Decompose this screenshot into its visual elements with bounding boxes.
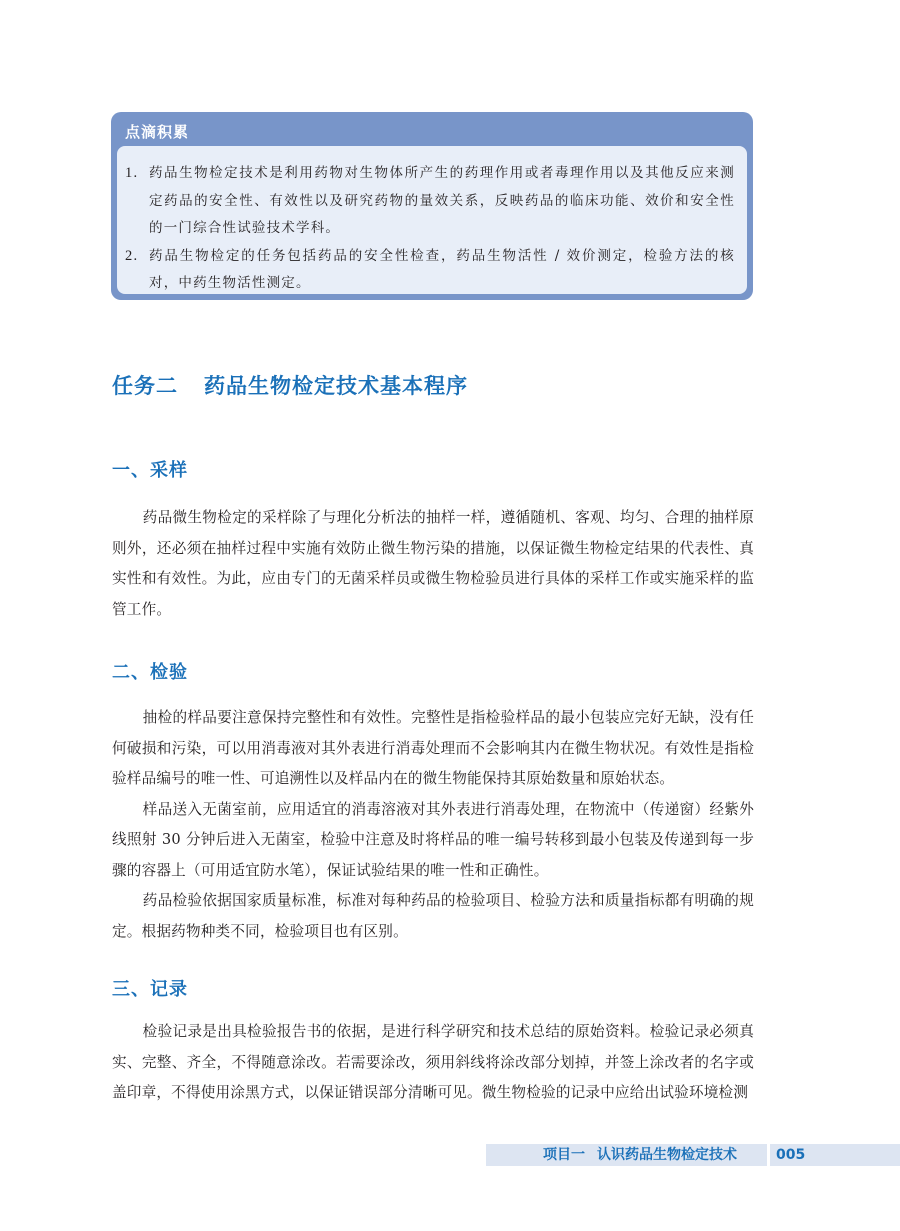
page-number: 005 [776,1147,806,1163]
task-label: 任务二 [112,374,178,398]
section-heading-records: 三、记录 [112,979,188,1000]
tip-item-text: 药品生物检定技术是利用药物对生物体所产生的药理作用或者毒理作用以及其他反应来测定药品的安全性、有效性以及研究药物的量效关系，反映药品的临床功能、效价和安全性的一门综合性试验技术学科。 [149,165,735,236]
paragraph: 检验记录是出具检验报告书的依据，是进行科学研究和技术总结的原始资料。检验记录必须真实、完整、齐全，不得随意涂改。若需要涂改，须用斜线将涂改部分划掉，并签上涂改者的名字或盖印章，不得使用涂黑方式，以保证错误部分清晰可见。微生物检验的记录中应给出试验环境检测 [112,1023,754,1101]
tip-item [125,243,735,298]
task-heading [112,370,468,400]
section-heading-inspection: 二、检验 [112,662,188,683]
tip-item-number: 1. [125,165,139,181]
tip-box-title: 点滴积累 [125,123,190,141]
paragraph: 药品检验依据国家质量标准，标准对每种药品的检验项目、检验方法和质量指标都有明确的规定。根据药物种类不同，检验项目也有区别。 [112,892,754,940]
section-body-records [112,1017,754,1109]
paragraph: 抽检的样品要注意保持完整性和有效性。完整性是指检验样品的最小包装应完好无缺，没有任何破损和污染，可以用消毒液对其外表进行消毒处理而不会影响其内在微生物状况。有效性是指检验样品编号的唯一性、可追溯性以及样品内在的微生物能保持其原始数量和原始状态。 [112,709,754,787]
section-body-sampling [112,503,754,625]
footer-running-title [543,1144,737,1166]
tip-box [111,112,753,300]
section-body-inspection [112,703,754,947]
tip-box-content [117,146,747,294]
tip-item [125,160,735,243]
footer-project-title: 认识药品生物检定技术 [597,1147,737,1163]
tip-item-number: 2. [125,247,139,264]
footer-project-label: 项目一 [543,1147,585,1163]
tip-item-text: 药品生物检定的任务包括药品的安全性检查，药品生物活性 / 效价测定，检验方法的核对，中药生物活性测定。 [149,247,735,291]
paragraph: 药品微生物检定的采样除了与理化分析法的抽样一样，遵循随机、客观、均匀、合理的抽样原则外，还必须在抽样过程中实施有效防止微生物污染的措施，以保证微生物检定结果的代表性、真实性和有效性。为此，应由专门的无菌采样员或微生物检验员进行具体的采样工作或实施采样的监管工作。 [112,509,754,618]
task-title: 药品生物检定技术基本程序 [204,374,468,398]
section-heading-sampling: 一、采样 [112,460,188,481]
paragraph: 样品送入无菌室前，应用适宜的消毒溶液对其外表进行消毒处理，在物流中（传递窗）经紫外线照射 30 分钟后进入无菌室，检验中注意及时将样品的唯一编号转移到最小包装及传递到每一步骤的容器上（可用适宜防水笔），保证试验结果的唯一性和正确性。 [112,800,754,879]
footer-separator [767,1144,770,1166]
